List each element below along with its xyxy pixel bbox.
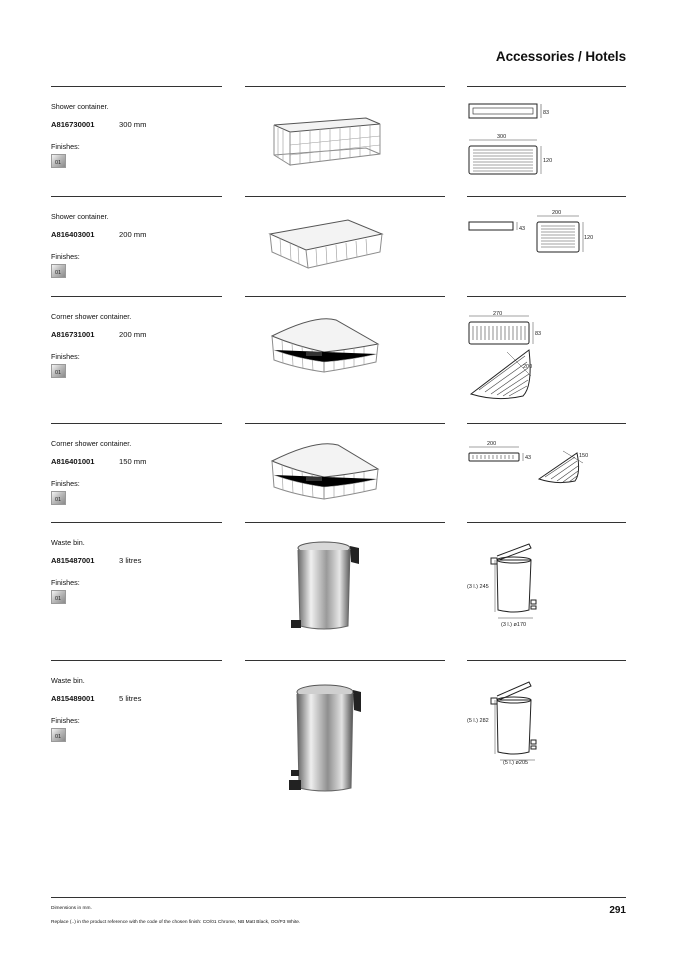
- product-reference: A816403001: [51, 230, 95, 239]
- finishes-label: Finishes:: [51, 716, 80, 725]
- technical-drawing: [467, 437, 626, 497]
- dimension-label: 270: [493, 311, 503, 317]
- divider: [51, 86, 222, 87]
- product-row: [51, 296, 626, 423]
- product-photo-waste-bin: [279, 536, 379, 636]
- divider: [245, 423, 445, 424]
- finishes-label: Finishes:: [51, 352, 80, 361]
- finishes-label: Finishes:: [51, 578, 80, 587]
- product-size: 200 mm: [119, 330, 147, 339]
- finish-swatch-chrome[interactable]: 01: [51, 364, 66, 378]
- product-photo-corner-basket: [266, 316, 386, 378]
- finish-swatch-chrome[interactable]: 01: [51, 728, 66, 742]
- dimension-label: 43: [525, 455, 532, 461]
- dimension-label: (3 l.) 245: [467, 584, 489, 590]
- product-row: [51, 423, 626, 522]
- product-reference: A816401001: [51, 457, 95, 466]
- page-title: Accessories / Hotels: [495, 49, 626, 64]
- product-size: 200 mm: [119, 230, 147, 239]
- divider: [245, 660, 445, 661]
- dimension-label: 83: [535, 331, 542, 337]
- product-photo-shower-basket: [266, 212, 386, 274]
- product-size: 5 litres: [119, 694, 142, 703]
- product-reference: A815487001: [51, 556, 95, 565]
- finish-swatch-chrome[interactable]: 01: [51, 491, 66, 505]
- product-size: 300 mm: [119, 120, 147, 129]
- finishes-label: Finishes:: [51, 252, 80, 261]
- finish-swatch-chrome[interactable]: 01: [51, 264, 66, 278]
- footer-divider: [51, 897, 626, 898]
- technical-drawing: [467, 674, 626, 774]
- product-photo-waste-bin: [277, 682, 377, 800]
- dimension-label: 120: [584, 235, 594, 241]
- product-description: Waste bin.: [51, 676, 85, 685]
- product-row: [51, 522, 626, 660]
- technical-drawing: [467, 310, 626, 410]
- product-photo-corner-basket: [266, 439, 386, 505]
- divider: [467, 423, 626, 424]
- product-description: Shower container.: [51, 102, 109, 111]
- footer-note: Replace (..) in the product reference with the code of the chosen finish: CO/01 Chrome, NB Matt Black, OO/P3 White.: [51, 920, 301, 925]
- technical-drawing: [467, 536, 626, 636]
- dimension-label: 120: [543, 158, 553, 164]
- divider: [467, 522, 626, 523]
- product-photo-shower-basket: [266, 110, 386, 180]
- divider: [51, 660, 222, 661]
- product-description: Corner shower container.: [51, 312, 132, 321]
- divider: [467, 196, 626, 197]
- technical-drawing: [467, 96, 626, 186]
- divider: [245, 296, 445, 297]
- footer-note: Dimensions in mm.: [51, 906, 92, 911]
- divider: [51, 196, 222, 197]
- dimension-label: 43: [519, 226, 526, 232]
- dimension-label: (5 l.) ø205: [503, 760, 529, 766]
- product-size: 150 mm: [119, 457, 147, 466]
- product-description: Corner shower container.: [51, 439, 132, 448]
- dimension-label: 83: [543, 110, 550, 116]
- divider: [51, 296, 222, 297]
- divider: [245, 522, 445, 523]
- product-reference: A816730001: [51, 120, 95, 129]
- product-description: Waste bin.: [51, 538, 85, 547]
- product-reference: A815489001: [51, 694, 95, 703]
- finish-swatch-chrome[interactable]: 01: [51, 590, 66, 604]
- divider: [467, 660, 626, 661]
- divider: [51, 522, 222, 523]
- dimension-label: (3 l.) ø170: [501, 622, 527, 628]
- page-number: 291: [609, 905, 626, 916]
- divider: [245, 196, 445, 197]
- product-row: [51, 660, 626, 830]
- dimension-label: 300: [497, 134, 507, 140]
- dimension-label: 200: [523, 364, 533, 370]
- dimension-label: 150: [579, 453, 589, 459]
- technical-drawing: [467, 208, 626, 268]
- product-row: [51, 86, 626, 196]
- product-size: 3 litres: [119, 556, 142, 565]
- product-reference: A816731001: [51, 330, 95, 339]
- finish-swatch-chrome[interactable]: 01: [51, 154, 66, 168]
- divider: [467, 296, 626, 297]
- finishes-label: Finishes:: [51, 142, 80, 151]
- divider: [245, 86, 445, 87]
- dimension-label: 200: [487, 441, 497, 447]
- product-row: [51, 196, 626, 296]
- finishes-label: Finishes:: [51, 479, 80, 488]
- divider: [51, 423, 222, 424]
- dimension-label: (5 l.) 282: [467, 718, 489, 724]
- dimension-label: 200: [552, 210, 562, 216]
- product-description: Shower container.: [51, 212, 109, 221]
- divider: [467, 86, 626, 87]
